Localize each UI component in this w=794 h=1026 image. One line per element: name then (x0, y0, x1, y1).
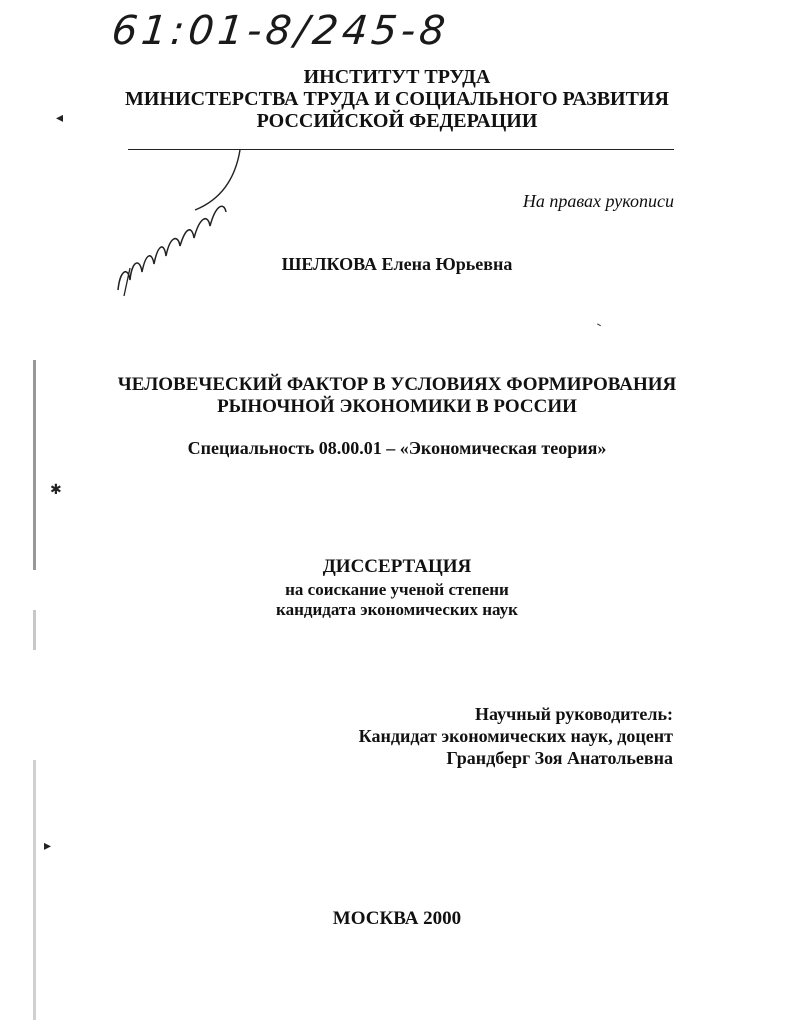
supervisor-block (359, 703, 673, 769)
degree-line-2: кандидата экономических наук (276, 600, 518, 619)
margin-bullet-mark: ✱ (50, 482, 62, 498)
margin-bullet-mark: ▸ (44, 838, 52, 854)
stray-mark (595, 323, 601, 329)
manuscript-rights-note: На правах рукописи (522, 191, 674, 211)
institute-line-2: МИНИСТЕРСТВА ТРУДА И СОЦИАЛЬНОГО РАЗВИТИЯ (125, 88, 669, 110)
institute-line-1: ИНСТИТУТ ТРУДА (303, 66, 491, 88)
degree-description (0, 580, 794, 620)
title-line-1: ЧЕЛОВЕЧЕСКИЙ ФАКТОР В УСЛОВИЯХ ФОРМИРОВАНИЯ (117, 374, 677, 395)
author-name: ШЕЛКОВА Елена Юрьевна (281, 254, 513, 274)
scan-edge-artifact (33, 760, 36, 1020)
specialty: Специальность 08.00.01 – «Экономическая теория» (187, 438, 607, 458)
title-line-2: РЫНОЧНОЙ ЭКОНОМИКИ В РОССИИ (217, 396, 577, 417)
margin-bullet-mark: ◂ (56, 110, 64, 126)
supervisor-name: Грандберг Зоя Анатольевна (446, 748, 673, 768)
institute-header (0, 66, 794, 132)
city-year: МОСКВА 2000 (332, 908, 462, 929)
archive-number: 61:01-8/245-8 (109, 8, 452, 54)
supervisor-degree: Кандидат экономических наук, доцент (358, 726, 673, 746)
dissertation-heading: ДИССЕРТАЦИЯ (322, 556, 472, 577)
dissertation-title (0, 374, 794, 418)
supervisor-label: Научный руководитель: (475, 704, 673, 724)
handwritten-signature (100, 140, 260, 300)
degree-line-1: на соискание ученой степени (285, 580, 509, 599)
institute-line-3: РОССИЙСКОЙ ФЕДЕРАЦИИ (256, 110, 538, 132)
